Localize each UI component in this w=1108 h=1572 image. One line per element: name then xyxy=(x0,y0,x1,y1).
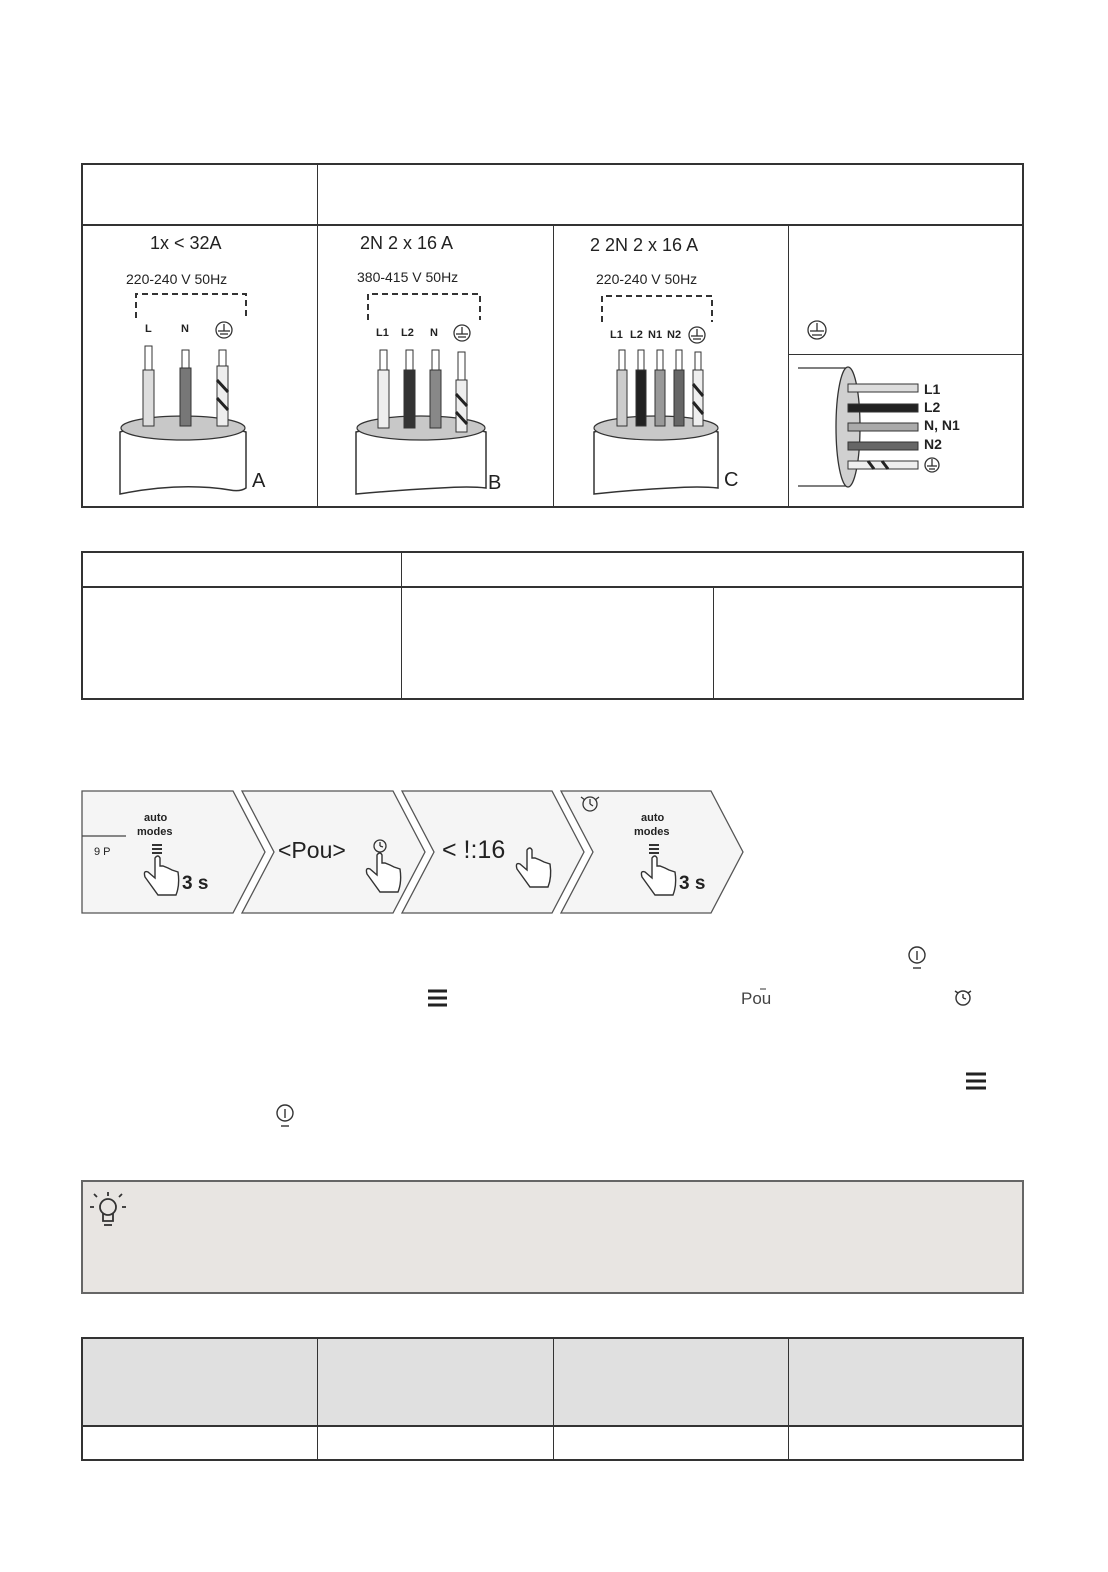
legend-l2: L2 xyxy=(924,399,941,415)
panel-c-current: 2 2N 2 x 16 A xyxy=(590,235,699,255)
bottom-table-col-divider xyxy=(788,1337,789,1461)
panel-a-cable xyxy=(120,346,246,494)
panel-a-wire-label: N xyxy=(181,323,189,335)
inline-pou-symbol: Pou xyxy=(741,989,772,1008)
menu-lines-icon xyxy=(428,991,447,1005)
legend-cable xyxy=(798,367,918,487)
panel-a-wire-label: L xyxy=(145,323,152,335)
step-1-label-bottom: modes xyxy=(137,826,173,838)
inline-icons xyxy=(0,930,1108,1140)
bottom-table-col-divider xyxy=(553,1337,554,1461)
step-1-side-text: 9 P xyxy=(94,846,111,858)
panel-b-cable xyxy=(356,350,486,494)
step-sequence xyxy=(0,780,1108,920)
info-table-col-divider xyxy=(401,551,402,700)
step-4-label-top: auto xyxy=(641,812,665,824)
step-3-display: < !:16 xyxy=(442,836,506,864)
panel-a-voltage: 220-240 V 50Hz xyxy=(126,271,228,287)
info-icon xyxy=(909,947,925,968)
step-2-display: <Pou> xyxy=(278,837,346,863)
tip-box xyxy=(81,1180,1024,1294)
panel-b-wire-label: N xyxy=(430,327,438,339)
step-1-label-top: auto xyxy=(144,812,168,824)
step-4-label-bottom: modes xyxy=(634,826,670,838)
step-4-duration: 3 s xyxy=(679,873,706,894)
panel-c-wire-label: L1 xyxy=(610,329,623,341)
legend-n-n1: N, N1 xyxy=(924,417,960,433)
panel-b-letter: B xyxy=(488,472,502,494)
panel-a-letter: A xyxy=(252,470,266,492)
alarm-icon xyxy=(955,991,971,1005)
panel-b-voltage: 380-415 V 50Hz xyxy=(357,269,459,285)
step-1-duration: 3 s xyxy=(182,873,209,894)
panel-c-cable xyxy=(594,350,718,494)
panel-b-wire-label: L2 xyxy=(401,327,414,339)
panel-a-current: 1x < 32A xyxy=(150,233,222,253)
panel-c-wire-label: N1 xyxy=(648,329,663,341)
panel-c-wire-label: L2 xyxy=(630,329,643,341)
panel-c-wire-label: N2 xyxy=(667,329,682,341)
info-icon xyxy=(277,1105,293,1126)
panel-b-wire-label: L1 xyxy=(376,327,389,339)
panel-b-current: 2N 2 x 16 A xyxy=(360,233,454,253)
panel-c-letter: C xyxy=(724,469,739,491)
info-table-col-divider xyxy=(713,587,714,700)
bottom-table-col-divider xyxy=(317,1337,318,1461)
legend-n2: N2 xyxy=(924,436,942,452)
menu-lines-icon xyxy=(966,1074,986,1088)
earth-symbols xyxy=(216,321,939,472)
info-table xyxy=(81,551,1024,700)
light-bulb-icon xyxy=(86,1188,130,1234)
legend-l1: L1 xyxy=(924,381,941,397)
info-table-header-line xyxy=(81,586,1024,588)
panel-c-voltage: 220-240 V 50Hz xyxy=(596,271,698,287)
